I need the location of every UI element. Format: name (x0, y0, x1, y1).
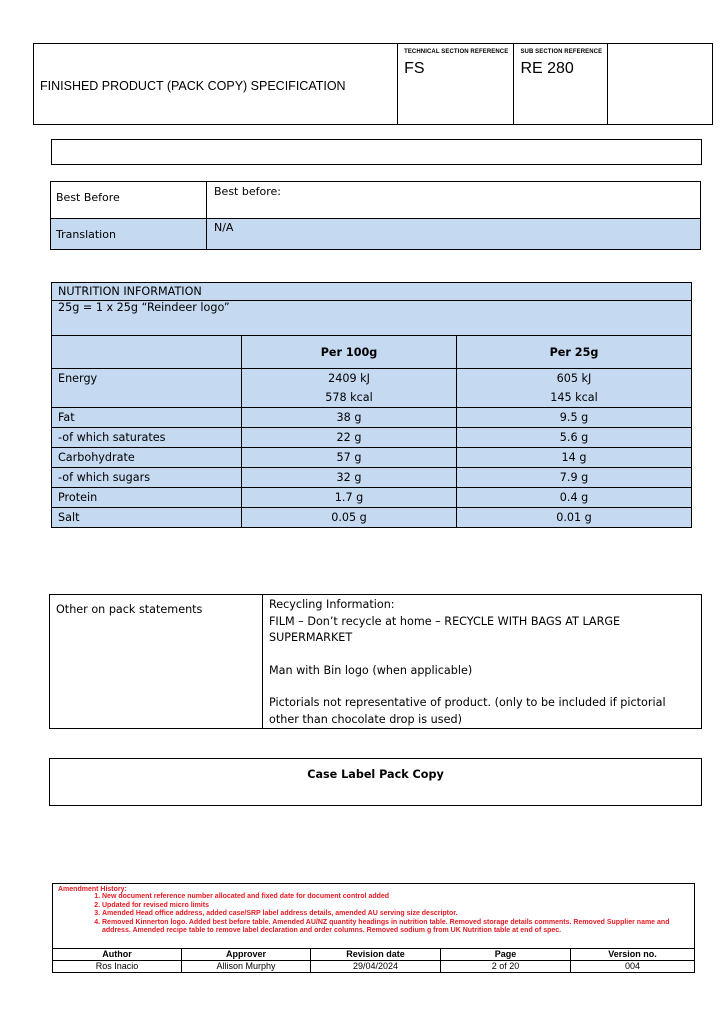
nutrition-row-label: Carbohydrate (52, 448, 242, 468)
revision-date-label: Revision date (311, 949, 441, 961)
nutrition-row-per100: 38 g (242, 408, 457, 428)
nutrition-row-per25: 605 kJ (457, 369, 692, 388)
amendment-list (78, 893, 692, 936)
nutrition-row-label: -of which sugars (52, 468, 242, 488)
nutrition-row-per100: 578 kcal (242, 388, 457, 408)
blank-box (51, 139, 702, 165)
nutrition-row-label: Salt (52, 508, 242, 528)
recycling-heading: Recycling Information: (269, 598, 395, 611)
header-table (33, 43, 713, 125)
author-label: Author (53, 949, 182, 961)
best-before-value: Best before: (207, 182, 701, 219)
other-statements-label: Other on pack statements (50, 595, 263, 729)
technical-section-reference-cell (398, 44, 514, 125)
technical-section-reference-label: TECHNICAL SECTION REFERENCE (404, 49, 509, 55)
sub-section-reference-label: SUB SECTION REFERENCE (520, 49, 603, 55)
nutrition-header-blank (52, 336, 242, 369)
other-statements-content (263, 595, 702, 729)
nutrition-row-per25: 7.9 g (457, 468, 692, 488)
case-label-pack-copy: Case Label Pack Copy (49, 758, 702, 806)
approver-label: Approver (182, 949, 311, 961)
nutrition-row-per100: 57 g (242, 448, 457, 468)
nutrition-row-per25: 0.4 g (457, 488, 692, 508)
nutrition-row-per100: 32 g (242, 468, 457, 488)
nutrition-row-per25: 14 g (457, 448, 692, 468)
nutrition-col-per25: Per 25g (457, 336, 692, 369)
revision-date-value: 29/04/2024 (311, 961, 441, 973)
nutrition-serving: 25g = 1 x 25g “Reindeer logo” (52, 301, 692, 336)
document-control-table (52, 948, 695, 973)
bin-logo-statement: Man with Bin logo (when applicable) (269, 663, 473, 677)
recycling-film-statement: FILM – Don’t recycle at home – RECYCLE WITH BAGS AT LARGE SUPERMARKET (269, 614, 621, 644)
nutrition-heading: NUTRITION INFORMATION (52, 283, 692, 301)
nutrition-row-label: Energy (52, 369, 242, 388)
amendment-history-title: Amendment History: (58, 886, 127, 893)
nutrition-row-per100: 2409 kJ (242, 369, 457, 388)
version-value: 004 (571, 961, 695, 973)
nutrition-row-per25: 9.5 g (457, 408, 692, 428)
header-empty-cell (608, 44, 713, 125)
best-before-label: Best Before (51, 182, 207, 219)
technical-section-reference-value: FS (404, 60, 425, 77)
amendment-history (52, 883, 695, 973)
pictorial-statement: Pictorials not representative of product. (only to be included if pictorial other than chocolate drop is used) (269, 696, 666, 726)
translation-label: Translation (51, 219, 207, 250)
nutrition-row-per25: 5.6 g (457, 428, 692, 448)
amendment-item: 2. Updated for revised micro limits (102, 902, 692, 911)
nutrition-row-per25: 145 kcal (457, 388, 692, 408)
document-title: FINISHED PRODUCT (PACK COPY) SPECIFICATION (34, 44, 398, 125)
best-before-table (50, 181, 701, 250)
amendment-item: 4. Removed Kinnerton logo. Added best before table. Amended AU/NZ quantity headings in nutrition table. Removed storage details comments. Removed Supplier name and address. Amended recipe table to remove label declaration and order columns. Removed sodium g from UK Nutrition table at end of spec. (102, 919, 692, 936)
nutrition-row-per100: 1.7 g (242, 488, 457, 508)
sub-section-reference-cell (514, 44, 608, 125)
approver-value: Allison Murphy (182, 961, 311, 973)
amendment-item: 3. Amended Head office address, added case/SRP label address details, amended AU serving size descriptor. (102, 910, 692, 919)
nutrition-row-label: Fat (52, 408, 242, 428)
other-statements-table (49, 594, 702, 729)
sub-section-reference-value: RE 280 (520, 60, 574, 77)
nutrition-row-per25: 0.01 g (457, 508, 692, 528)
nutrition-row-label: Protein (52, 488, 242, 508)
page-value: 2 of 20 (441, 961, 571, 973)
author-value: Ros Inacio (53, 961, 182, 973)
nutrition-table (51, 282, 692, 528)
page-label: Page (441, 949, 571, 961)
version-label: Version no. (571, 949, 695, 961)
translation-value: N/A (207, 219, 701, 250)
nutrition-col-per100: Per 100g (242, 336, 457, 369)
nutrition-row-label: -of which saturates (52, 428, 242, 448)
nutrition-row-label (52, 388, 242, 408)
nutrition-row-per100: 0.05 g (242, 508, 457, 528)
nutrition-row-per100: 22 g (242, 428, 457, 448)
amendment-item: 1. New document reference number allocated and fixed date for document control added (102, 893, 692, 902)
